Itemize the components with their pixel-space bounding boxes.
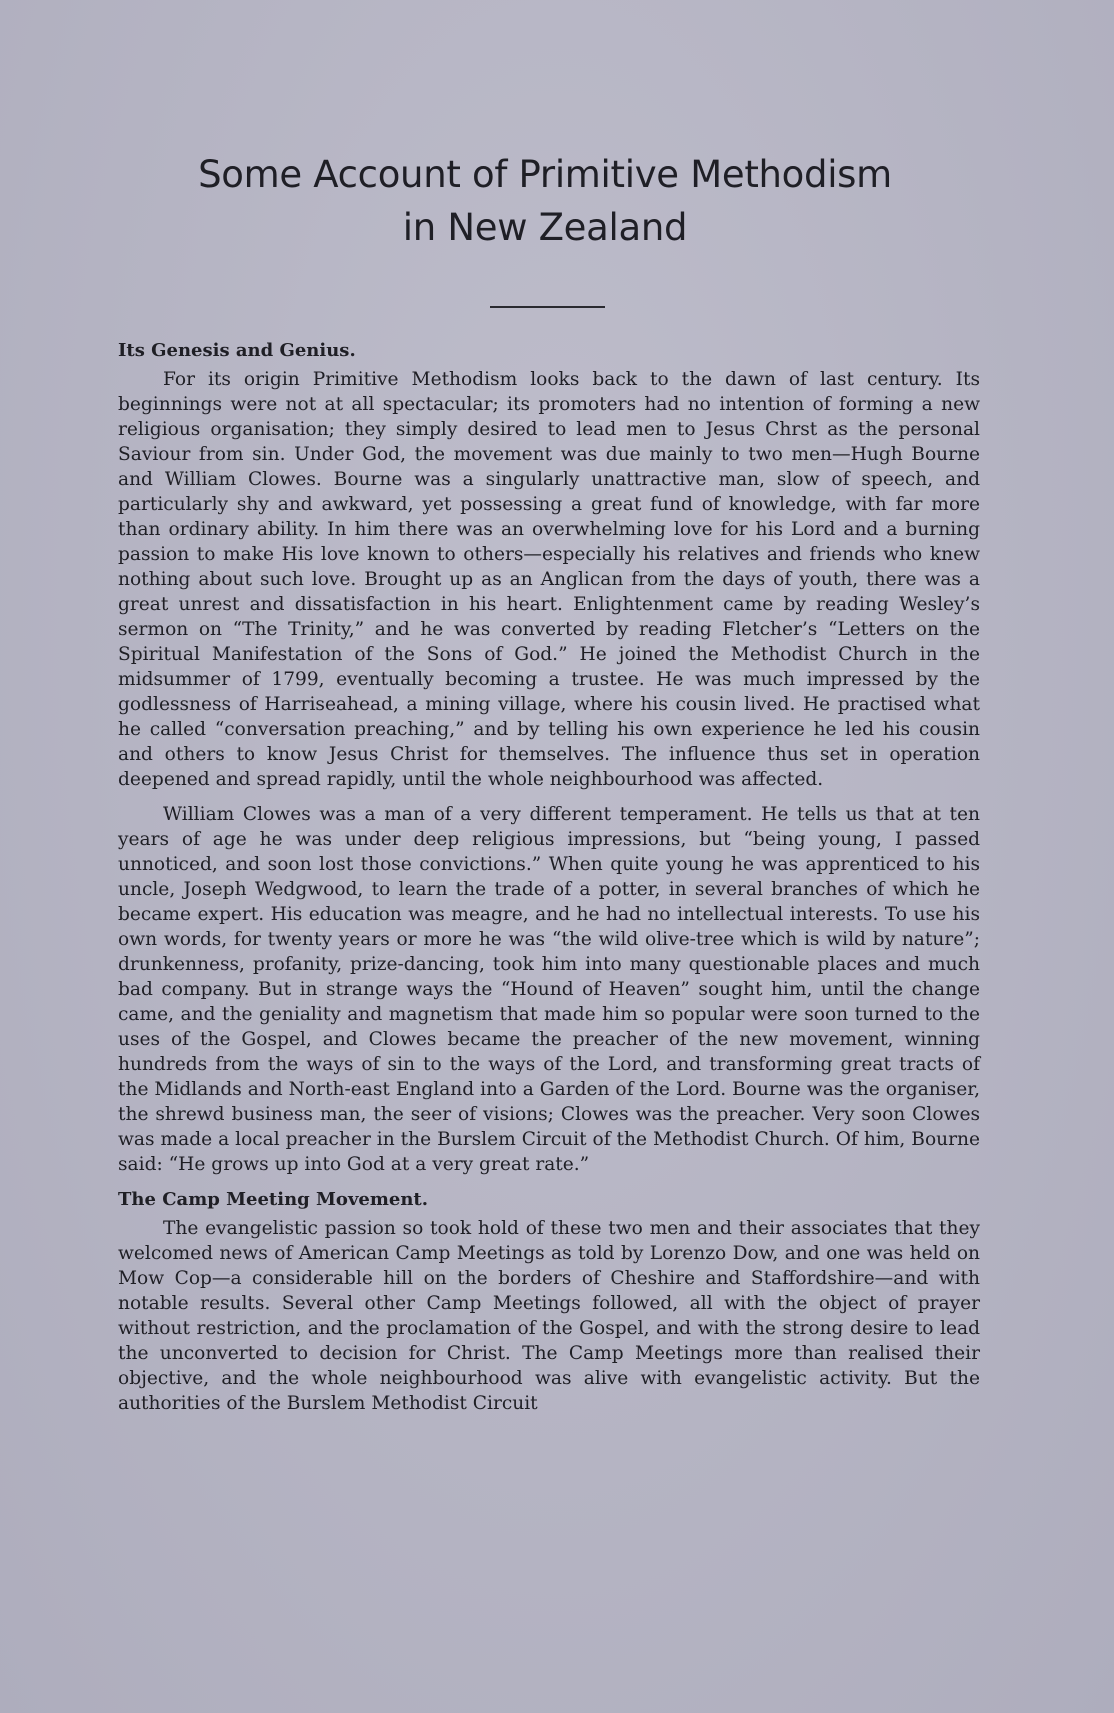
paragraph: The evangelistic passion so took hold of these two men and their associates that they welcomed news of American Camp Meetings as told by Lorenzo Dow, and one was held on Mow Cop—a considerable hill on the borders of Cheshire and Staffordshire—and with notable results. Several other Camp Meetings followed, all with the object of prayer without restriction, and the proclamation of the Gospel, and with the strong desire to lead the unconverted to decision for Christ. The Camp Meetings more than realised their objective, and the whole neighbourhood was alive with evangelistic activity. But the authorities of the Burslem Methodist Circuit (118, 1218, 980, 1414)
section-heading-genesis: Its Genesis and Genius. (118, 340, 356, 361)
title-divider (490, 306, 605, 308)
paragraph: For its origin Primitive Methodism looks back to the dawn of last century. Its beginnings were not at all spectacular; its promoters had no intention of forming a new religious organisation; they simply desired to lead men to Jesus Chrst as the personal Saviour from sin. Under God, the movement was due mainly to two men—Hugh Bourne and William Clowes. Bourne was a singularly unattractive man, slow of speech, and particularly shy and awkward, yet possessing a great fund of knowledge, with far more than ordinary ability. In him there was an overwhelming love for his Lord and a burning passion to make His love known to others—especially his relatives and friends who knew nothing about such love. Brought up as an Anglican from the days of youth, there was a great unrest and dissatisfaction in his heart. Enlightenment came by reading Wesley’s sermon on “The Trinity,” and he was converted by reading Fletcher’s “Letters on the Spiritual Manifestation of the Sons of God.” He joined the Methodist Church in the midsummer of 1799, eventually becoming a trustee. He was much impressed by the godlessness of Harriseahead, a mining village, where his cousin lived. He practised what he called “conversation preaching,” and by telling his own experience he led his cousin and others to know Jesus Christ for themselves. The influence thus set in operation deepened and spread rapidly, until the whole neighbourhood was affected. (118, 369, 980, 790)
page-title (0, 148, 1090, 254)
title-line-1: Some Account of Primitive Methodism (198, 153, 892, 196)
paragraph: William Clowes was a man of a very different temperament. He tells us that at ten years of age he was under deep religious impressions, but “being young, I passed unnoticed, and soon lost those convictions.” When quite young he was apprenticed to his uncle, Joseph Wedgwood, to learn the trade of a potter, in several branches of which he became expert. His education was meagre, and he had no intellectual interests. To use his own words, for twenty years or more he was “the wild olive-tree which is wild by nature”; drunkenness, profanity, prize-dancing, took him into many questionable places and much bad company. But in strange ways the “Hound of Heaven” sought him, until the change came, and the geniality and magnetism that made him so popular were soon turned to the uses of the Gospel, and Clowes became the preacher of the new movement, winning hundreds from the ways of sin to the ways of the Lord, and transforming great tracts of the Midlands and North-east England into a Garden of the Lord. Bourne was the organiser, the shrewd business man, the seer of visions; Clowes was the preacher. Very soon Clowes was made a local preacher in the Burslem Circuit of the Methodist Church. Of him, Bourne said: “He grows up into God at a very great rate.” (118, 804, 980, 1175)
article-body (118, 338, 980, 1426)
title-line-2: in New Zealand (402, 206, 688, 249)
section-heading-camp-meeting: The Camp Meeting Movement. (118, 1189, 429, 1210)
